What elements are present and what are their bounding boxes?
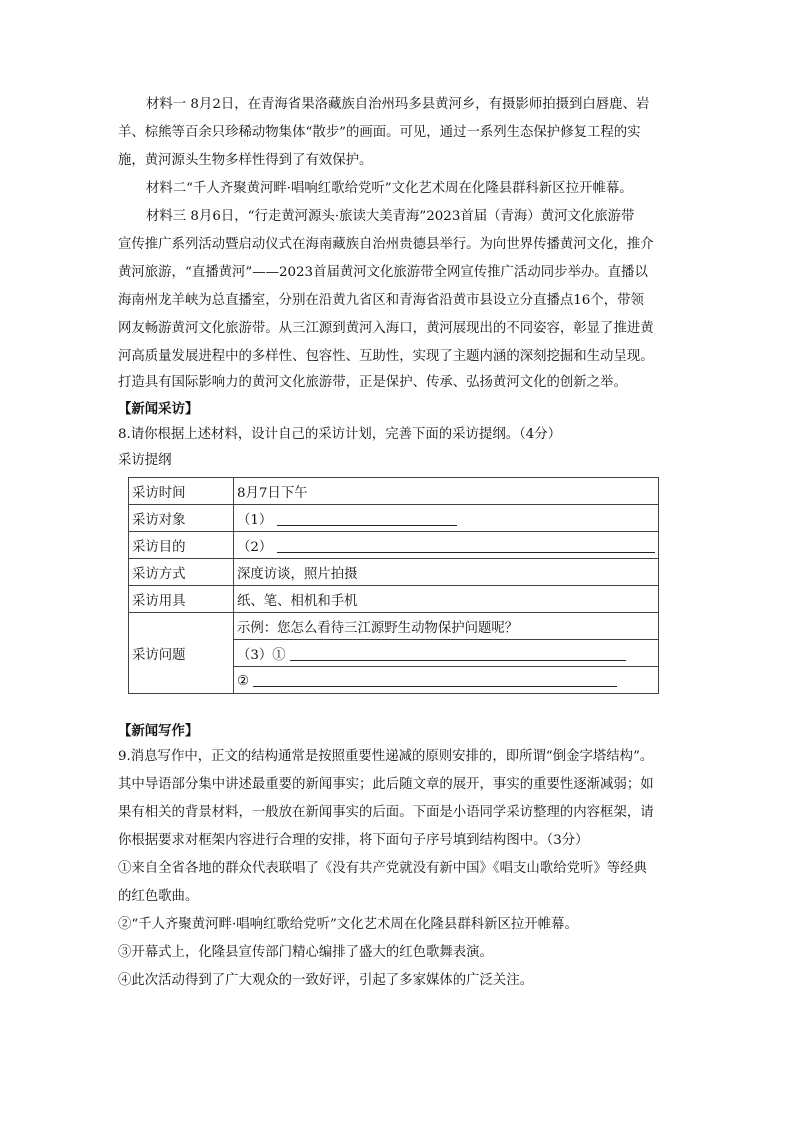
- question-9-line-1: 9.消息写作中，正文的结构通常是按照重要性递减的原则安排的，即所谓“倒金字塔结构”。: [118, 749, 654, 764]
- table-row: [129, 505, 659, 532]
- interview-heading: 【新闻采访】: [118, 401, 199, 417]
- table-row: [129, 478, 659, 505]
- material-3-line-7: 打造具有国际影响力的黄河文化旅游带，正是保护、传承、弘扬黄河文化的创新之举。: [118, 375, 627, 390]
- question-8: 8.请你根据上述材料，设计自己的采访计划，完善下面的采访提纲。（4分）: [118, 427, 562, 442]
- row-value-tools: 纸、笔、相机和手机: [234, 586, 659, 613]
- row-value-example: 示例：您怎么看待三江源野生动物保护问题呢？: [234, 613, 659, 640]
- material-3-line-3: 黄河旅游，“直播黄河”——2023首届黄河文化旅游带全网宣传推广活动同步举办。直播以: [118, 265, 648, 280]
- row-label-questions: 采访问题: [129, 613, 234, 694]
- blank-2-label: （2）: [237, 539, 273, 555]
- row-label-method: 采访方式: [129, 559, 234, 586]
- interview-outline-table: [128, 477, 659, 694]
- answer-blank-3a[interactable]: [290, 646, 626, 661]
- answer-blank-2[interactable]: [277, 538, 655, 553]
- row-label-time: 采访时间: [129, 478, 234, 505]
- material-1-line-3: 施，黄河源头生物多样性得到了有效保护。: [118, 153, 373, 168]
- writing-heading: 【新闻写作】: [118, 723, 199, 739]
- sentence-3: ③开幕式上，化隆县宣传部门精心编排了盛大的红色歌舞表演。: [118, 945, 493, 960]
- answer-blank-3b[interactable]: [253, 672, 617, 687]
- table-row: [129, 559, 659, 586]
- material-1-line-2: 羊、棕熊等百余只珍稀动物集体“散步”的画面。可见，通过一系列生态保护修复工程的实: [118, 125, 641, 140]
- table-row: [129, 586, 659, 613]
- question-9-line-4: 你根据要求对框架内容进行合理的安排，将下面句子序号填到结构图中。（3分）: [118, 833, 589, 848]
- blank-1-label: （1）: [237, 512, 273, 528]
- material-1-line-1: 材料一 8月2日，在青海省果洛藏族自治州玛多县黄河乡，有摄影师拍摄到白唇鹿、岩: [146, 97, 650, 112]
- blank-3-label: （3）①: [237, 647, 286, 663]
- blank-3b-label: ②: [237, 673, 250, 689]
- material-3-line-6: 河高质量发展进程中的多样性、包容性、互助性，实现了主题内涵的深刻挖掘和生动呈现。: [118, 349, 654, 364]
- material-3-line-2: 宣传推广系列活动暨启动仪式在海南藏族自治州贵德县举行。为向世界传播黄河文化，推介: [118, 237, 654, 252]
- material-2: 材料二“千人齐聚黄河畔·唱响红歌给党听”文化艺术周在化隆县群科新区拉开帷幕。: [146, 181, 633, 196]
- sentence-2: ②“千人齐聚黄河畔·唱响红歌给党听”文化艺术周在化隆县群科新区拉开帷幕。: [118, 917, 578, 932]
- question-9-line-3: 果有相关的背景材料，一般放在新闻事实的后面。下面是小语同学采访整理的内容框架，请: [118, 805, 654, 820]
- row-value-time: 8月7日下午: [234, 478, 659, 505]
- row-label-tools: 采访用具: [129, 586, 234, 613]
- table-row: [129, 532, 659, 559]
- sentence-1-line-1: ①来自全省各地的群众代表联唱了《没有共产党就没有新中国》《唱支山歌给党听》等经典: [118, 861, 647, 876]
- material-3-line-1: 材料三 8月6日，“行走黄河源头·旅读大美青海”2023首届（青海）黄河文化旅游带: [146, 209, 635, 224]
- material-3-line-4: 海南州龙羊峡为总直播室，分别在沿黄九省区和青海省沿黄市县设立分直播点16个，带领: [118, 293, 644, 308]
- sentence-4: ④此次活动得到了广大观众的一致好评，引起了多家媒体的广泛关注。: [118, 973, 534, 988]
- row-value-q3b: [234, 667, 659, 694]
- row-value-purpose: [234, 532, 659, 559]
- question-9-line-2: 其中导语部分集中讲述最重要的新闻事实；此后随文章的展开，事实的重要性逐渐减弱；如: [118, 777, 654, 792]
- row-label-target: 采访对象: [129, 505, 234, 532]
- row-label-purpose: 采访目的: [129, 532, 234, 559]
- sentence-1-line-2: 的红色歌曲。: [118, 889, 199, 904]
- row-value-target: [234, 505, 659, 532]
- answer-blank-1[interactable]: [277, 511, 457, 526]
- row-value-q3: [234, 640, 659, 667]
- material-3-line-5: 网友畅游黄河文化旅游带。从三江源到黄河入海口，黄河展现出的不同姿容，彰显了推进黄: [118, 321, 654, 336]
- row-value-method: 深度访谈，照片拍摄: [234, 559, 659, 586]
- outline-title: 采访提纲: [118, 453, 172, 468]
- table-row: [129, 613, 659, 640]
